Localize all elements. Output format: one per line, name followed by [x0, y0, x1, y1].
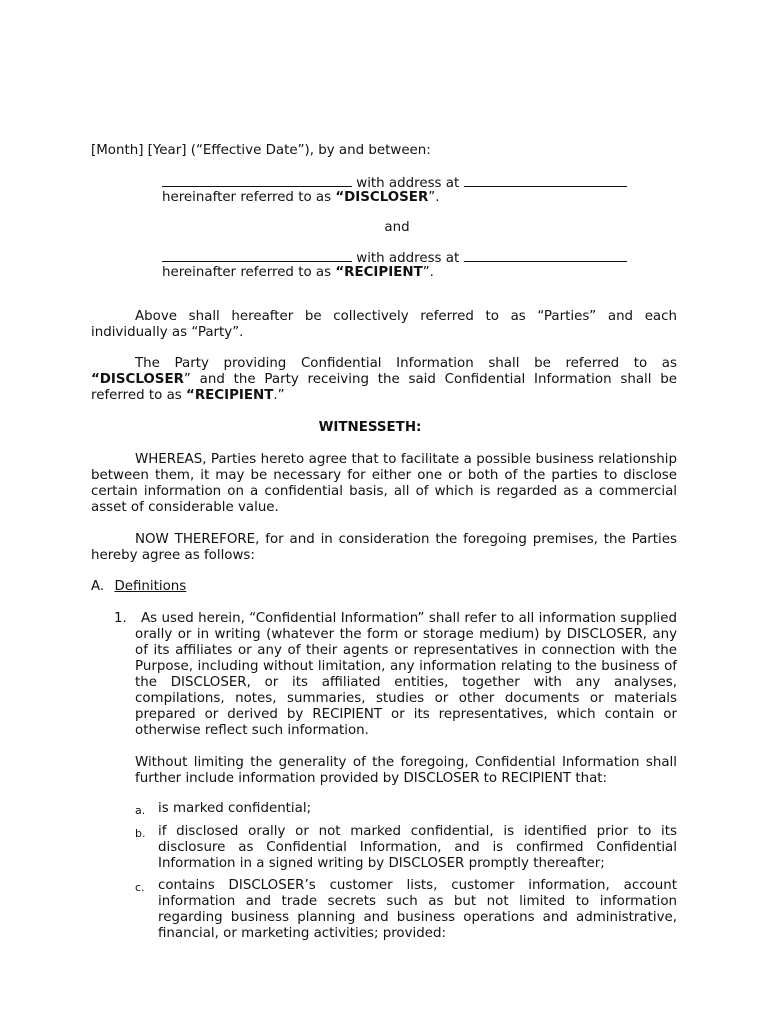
roles-part3: .” [273, 388, 285, 403]
subitem-c-text: contains DISCLOSER’s customer lists, customer information, account information and trade secrets such as but not limited to information regarding business planning and business operations and administrative, financial, or marketing activities; provided: [158, 878, 677, 941]
item1-without-limiting: Without limiting the generality of the foregoing, Confidential Information shall further include information provided by DISCLOSER to RECIPIENT that: [135, 755, 677, 786]
party2-referred-line [162, 265, 682, 281]
party2-address-blank [464, 249, 627, 262]
paragraph-parties: Above shall hereafter be collectively referred to as “Parties” and each individually as “Party”. [91, 309, 677, 340]
section-a-heading [91, 579, 391, 595]
party1-name-blank [162, 174, 352, 187]
subitem-a-marker: a. [135, 804, 146, 817]
party2-referred-post: ”. [422, 265, 434, 280]
party1-with-address: with address at [352, 176, 464, 191]
item1-marker: 1. [114, 611, 127, 626]
party1-referred-line [162, 190, 682, 206]
roles-part2: ” and the Party receiving the said Confidential Information shall be referred to as [91, 372, 677, 403]
and-word: and [384, 220, 410, 235]
party2-referred-name: “RECIPIENT [335, 265, 423, 280]
subitem-a-text: is marked confidential; [158, 801, 312, 816]
party1-referred-name: “DISCLOSER [335, 190, 429, 205]
subitem-b-marker: b. [135, 827, 146, 840]
roles-part1: The Party providing Confidential Information shall be referred to as [135, 356, 677, 371]
party1-address-blank [464, 174, 627, 187]
party2-referred-pre: hereinafter referred to as [162, 265, 336, 280]
party1-referred-pre: hereinafter referred to as [162, 190, 336, 205]
roles-discloser: “DISCLOSER [91, 372, 184, 387]
roles-recipient: “RECIPIENT [186, 388, 274, 403]
paragraph-whereas: WHEREAS, Parties hereto agree that to facilitate a possible business relationship between them, it may be necessary for either one or both of the parties to disclose certain information on a confidential basis, all of which is regarded as a commercial asset of considerable value. [91, 452, 677, 515]
intro-line: [Month] [Year] (“Effective Date”), by and between: [91, 143, 431, 158]
section-a-title: Definitions [114, 579, 187, 594]
section-a-marker: A. [91, 579, 105, 594]
item1-text: As used herein, “Confidential Information” shall refer to all information supplied orally or in writing (whatever the form or storage medium) by DISCLOSER, any of its affiliates or any of their agents or representatives in connection with the Purpose, including without limitation, any information relating to the business of the DISCLOSER, or its affiliated entities, together with any analyses, compilations, notes, summaries, studies or other documents or materials prepared or derived by RECIPIENT or its representatives, which contain or otherwise reflect such information. [135, 611, 677, 738]
party2-with-address: with address at [352, 251, 464, 266]
paragraph-now-therefore: NOW THEREFORE, for and in consideration the foregoing premises, the Parties hereby agree as follows: [91, 532, 677, 563]
subitem-c-marker: c. [135, 881, 145, 894]
party1-referred-post: ”. [428, 190, 440, 205]
subitem-b-text: if disclosed orally or not marked confidential, is identified prior to its disclosure as Confidential Information, and is confirmed Confidential Information in a signed writing by DISCLOSER promptly thereafter; [158, 824, 677, 871]
party2-name-blank [162, 249, 352, 262]
heading-witnesseth: WITNESSETH: [318, 420, 422, 435]
paragraph-roles [91, 356, 677, 404]
